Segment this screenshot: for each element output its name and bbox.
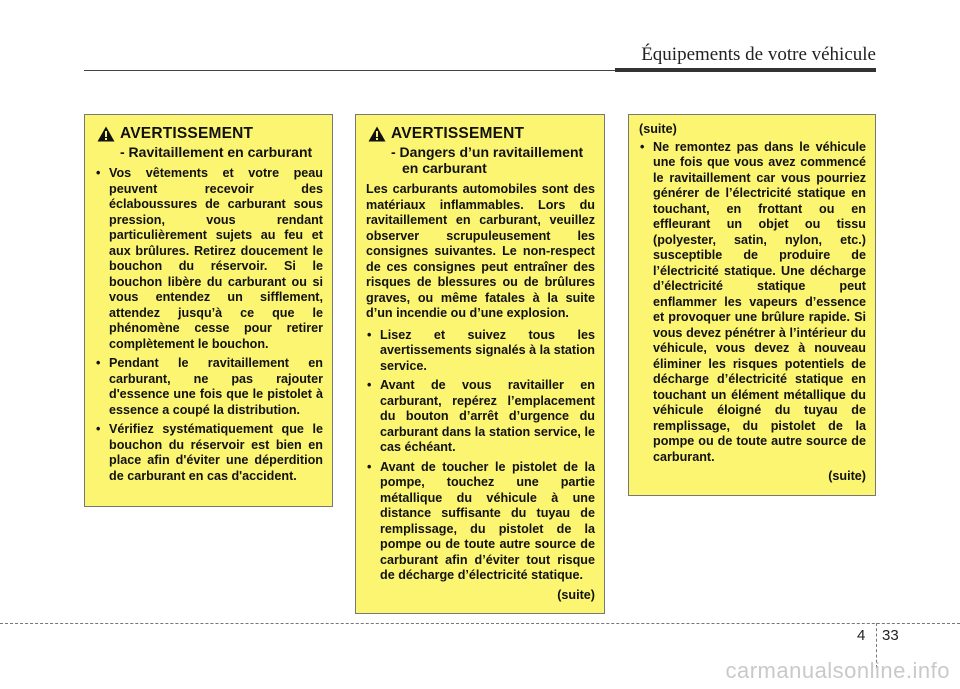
continued-label: (suite) [557, 587, 595, 602]
warning-title: AVERTISSEMENT [391, 125, 525, 142]
list-item: • Vérifiez systématiquement que le bouchon du réservoir est bien en place afin d'éviter une déperdition de carburant en cas d'accident. [95, 422, 323, 484]
page-header-title: Équipements de votre véhicule [641, 44, 876, 65]
footer-dashed-rule [0, 623, 960, 624]
warning-header [366, 125, 595, 176]
warning-triangle-icon [97, 126, 115, 142]
continued-label: (suite) [828, 469, 866, 483]
list-item: • Lisez et suivez tous les avertissements signalés à la station service. [366, 328, 595, 375]
watermark: carmanualsonline.info [725, 658, 950, 683]
page-number: 33 [882, 627, 899, 644]
warning-box-refueling-dangers [355, 114, 605, 614]
list-item: • Pendant le ravitaillement en carburant, ne pas rajouter d'essence une fois que le pistolet à essence a coupé la distribution. [95, 356, 323, 418]
warning-intro: Les carburants automobiles sont des matériaux inflammables. Lors du ravitaillement en carburant, veuillez observer scrupuleusement les consignes suivantes. Le non-respect de ces consignes peut entraîner des risques de blessures ou de brûlures graves, ou même fatales à la suite d’un incendie ou d’une explosion. [366, 182, 595, 320]
list-item: • Ne remontez pas dans le véhicule une fois que vous avez commencé le ravitaillement car vous pourriez générer de l’électricité statique en touchant, en frottant ou en effleurant un objet ou tissu (polyester, satin, nylon, etc.) susceptible de produire de l’électricité statique. Une décharge d’électricité statique peut enflammer les vapeurs d’essence et provoquer une brûlure rapide. Si vous devez pénétrer à l’intérieur du véhicule, vous devez à nouveau éliminer les risques potentiels de décharge d’électricité statique en touchant un élément métallique du véhicule éloigné du tuyau de remplissage, du pistolet de la pompe ou de toute autre source de carburant. [639, 140, 866, 466]
warning-title: AVERTISSEMENT [120, 125, 254, 142]
warning-box-continued [628, 114, 876, 496]
chapter-number: 4 [857, 627, 866, 644]
continued-label-top: (suite) [639, 122, 677, 136]
warning-header [95, 125, 323, 160]
warning-subtitle: - Dangers d’un ravitaillement en carburant [391, 144, 584, 176]
warning-subtitle: - Ravitaillement en carburant [120, 144, 313, 160]
list-item: • Vos vêtements et votre peau peuvent recevoir des éclaboussures de carburant sous pression, vous rendant particulièrement sujets au feu et aux brûlures. Retirez doucement le bouchon du réservoir. Si le bouchon libère du carburant ou si vous entendez un sifflement, attendez jusqu’à ce que le phénomène cesse pour retirer complètement le bouchon. [95, 166, 323, 352]
warning-list [366, 328, 595, 584]
list-item: • Avant de toucher le pistolet de la pompe, touchez une partie métallique du véhicule à une distance suffisante du tuyau de remplissage, du pistolet de la pompe ou de toute autre source de carburant afin d’éviter tout risque de décharge d’électricité statique. [366, 460, 595, 584]
warning-box-refueling [84, 114, 333, 507]
warning-triangle-icon [368, 126, 386, 142]
header-rule-accent [615, 68, 876, 72]
list-item: • Avant de vous ravitailler en carburant, repérez l’emplacement du bouton d’arrêt d’urgence du carburant dans la station service, le cas échéant. [366, 378, 595, 456]
warning-list [95, 166, 323, 484]
warning-list [639, 140, 866, 466]
